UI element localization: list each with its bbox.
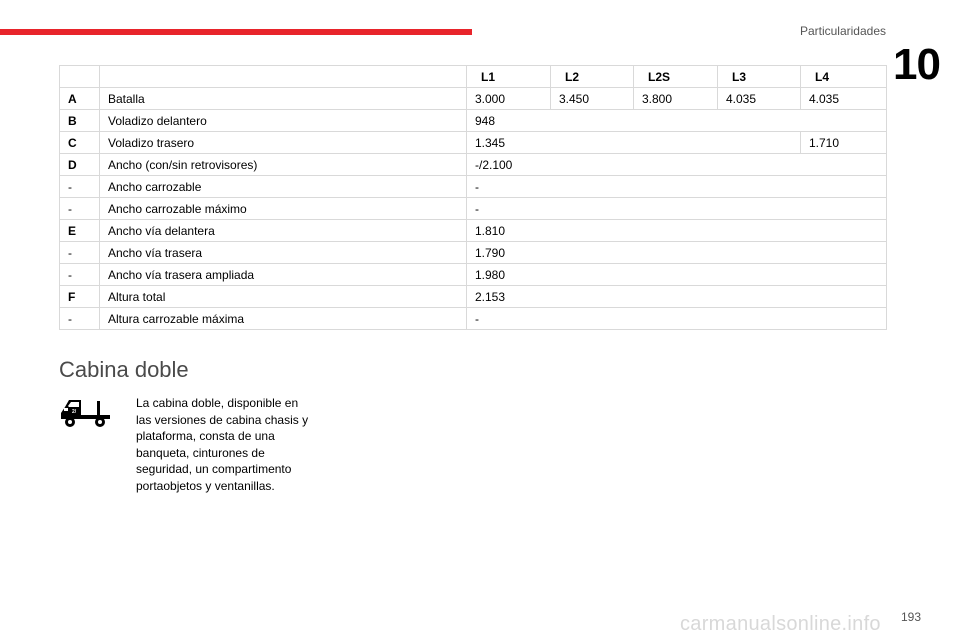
page-number: 193 <box>900 610 921 624</box>
table-row <box>60 132 887 154</box>
row-code: - <box>60 176 100 198</box>
header-cell-l2s: L2S <box>634 66 718 88</box>
svg-text:2/: 2/ <box>72 409 77 415</box>
row-value: 3.800 <box>634 88 718 110</box>
row-code: - <box>60 242 100 264</box>
row-code: B <box>60 110 100 132</box>
table-row <box>60 198 887 220</box>
watermark: carmanualsonline.info <box>680 613 881 635</box>
row-label: Ancho vía delantera <box>100 220 467 242</box>
row-value: 1.790 <box>467 242 887 264</box>
row-code: F <box>60 286 100 308</box>
header-cell-blank <box>100 66 467 88</box>
header-cell-blank <box>60 66 100 88</box>
row-code: D <box>60 154 100 176</box>
row-label: Ancho vía trasera <box>100 242 467 264</box>
row-code: - <box>60 198 100 220</box>
row-code: - <box>60 264 100 286</box>
row-label: Voladizo delantero <box>100 110 467 132</box>
row-value: - <box>467 176 887 198</box>
row-value: 4.035 <box>718 88 801 110</box>
row-value: 4.035 <box>801 88 887 110</box>
row-label: Batalla <box>100 88 467 110</box>
row-value: 2.153 <box>467 286 887 308</box>
header-accent-bar <box>0 29 472 35</box>
chassis-cab-truck-icon <box>59 396 111 430</box>
row-label: Ancho (con/sin retrovisores) <box>100 154 467 176</box>
table-row <box>60 176 887 198</box>
table-row <box>60 220 887 242</box>
row-value: -/2.100 <box>467 154 887 176</box>
cab-section-title: Cabina doble <box>59 357 189 382</box>
row-code: - <box>60 308 100 330</box>
header-cell-l4: L4 <box>801 66 887 88</box>
row-label: Altura total <box>100 286 467 308</box>
table-row <box>60 110 887 132</box>
row-label: Voladizo trasero <box>100 132 467 154</box>
section-title: Particularidades <box>799 24 886 38</box>
table-row <box>60 154 887 176</box>
table-row <box>60 264 887 286</box>
dimensions-table <box>59 65 887 330</box>
table-row <box>60 286 887 308</box>
table-row <box>60 242 887 264</box>
row-label: Ancho vía trasera ampliada <box>100 264 467 286</box>
cab-section-body: La cabina doble, disponible en las versiones de cabina chasis y plataforma, consta de una banqueta, cinturones de seguridad, un compartimento portaobjetos y ventanillas. <box>136 396 309 493</box>
row-value: 1.810 <box>467 220 887 242</box>
header-cell-l2: L2 <box>551 66 634 88</box>
table-row <box>60 308 887 330</box>
row-label: Ancho carrozable <box>100 176 467 198</box>
row-code: E <box>60 220 100 242</box>
row-label: Ancho carrozable máximo <box>100 198 467 220</box>
row-value: 948 <box>467 110 887 132</box>
row-code: C <box>60 132 100 154</box>
row-value: - <box>467 198 887 220</box>
table-row <box>60 88 887 110</box>
row-value: 1.710 <box>801 132 887 154</box>
row-value: - <box>467 308 887 330</box>
chapter-number: 10 <box>893 40 940 89</box>
row-label: Altura carrozable máxima <box>100 308 467 330</box>
row-value: 1.980 <box>467 264 887 286</box>
header-cell-l3: L3 <box>718 66 801 88</box>
row-value: 3.000 <box>467 88 551 110</box>
row-value: 1.345 <box>467 132 801 154</box>
table-header-row <box>60 66 887 88</box>
header-cell-l1: L1 <box>467 66 551 88</box>
row-value: 3.450 <box>551 88 634 110</box>
row-code: A <box>60 88 100 110</box>
